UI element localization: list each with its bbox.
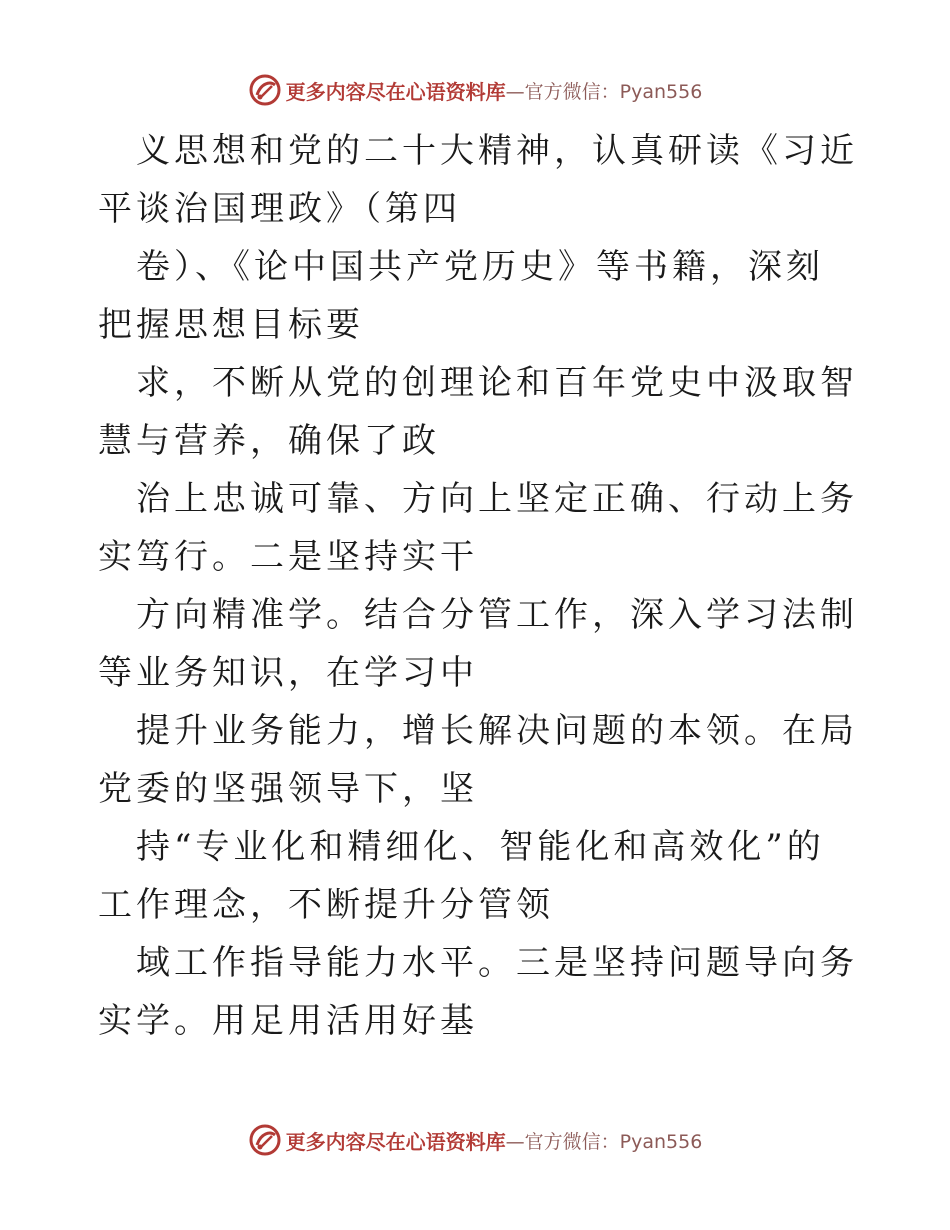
footer-brand-text: 更多内容尽在心语资料库 <box>285 1129 506 1154</box>
brand-logo-icon <box>248 73 282 107</box>
header-brand-text: 更多内容尽在心语资料库 <box>285 79 506 104</box>
header-contact-text: —官方微信：Pyan556 <box>505 80 703 103</box>
footer-watermark <box>0 1120 950 1160</box>
paragraph-line: 方向精准学。结合分管工作，深入学习法制等业务知识，在学习中 <box>98 595 858 693</box>
header-watermark <box>0 70 950 110</box>
brand-logo-icon <box>248 1123 282 1157</box>
paragraph-line: 持“专业化和精细化、智能化和高效化”的工作理念，不断提升分管领 <box>98 827 825 925</box>
document-body <box>98 122 858 1050</box>
paragraph-line: 治上忠诚可靠、方向上坚定正确、行动上务实笃行。二是坚持实干 <box>98 479 858 577</box>
paragraph-line: 卷）、《论中国共产党历史》等书籍，深刻把握思想目标要 <box>98 247 824 345</box>
paragraph-line: 域工作指导能力水平。三是坚持问题导向务实学。用足用活用好基 <box>98 943 858 1041</box>
paragraph-line: 提升业务能力，增长解决问题的本领。在局党委的坚强领导下，坚 <box>98 711 858 809</box>
paragraph-line: 义思想和党的二十大精神，认真研读《习近平谈治国理政》（第四 <box>98 131 858 229</box>
footer-contact-text: —官方微信：Pyan556 <box>505 1130 703 1153</box>
paragraph-line: 求，不断从党的创理论和百年党史中汲取智慧与营养，确保了政 <box>98 363 858 461</box>
